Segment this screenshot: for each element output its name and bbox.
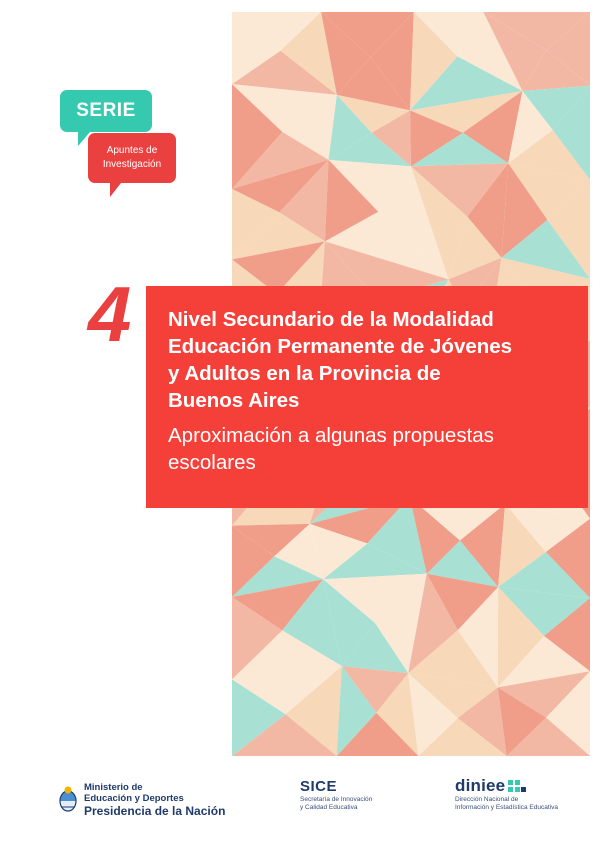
ministerio-line-1: Ministerio de — [84, 782, 143, 793]
apuntes-line-1: Apuntes de — [106, 145, 158, 156]
title-line-3: y Adultos en la Provincia de — [168, 362, 441, 385]
footer-logos — [0, 770, 600, 830]
title-line-4: Buenos Aires — [168, 389, 300, 412]
diniee-dots-icon — [508, 780, 526, 792]
diniee-logo — [455, 776, 558, 812]
sice-line-2: y Calidad Educativa — [300, 804, 358, 811]
subtitle-line-1: Aproximación a algunas propuestas — [168, 424, 494, 447]
issue-number: 4 — [88, 270, 132, 358]
sice-logo — [300, 778, 372, 812]
ministerio-line-3: Presidencia de la Nación — [84, 804, 226, 818]
sice-name: SICE — [300, 778, 338, 795]
sice-line-1: Secretaría de Innovación — [300, 796, 373, 803]
apuntes-line-2: Investigación — [102, 159, 162, 170]
ministerio-logo — [58, 782, 225, 818]
subtitle-line-2: escolares — [168, 451, 256, 474]
apuntes-badge — [88, 133, 176, 183]
cover-subtitle — [168, 422, 568, 476]
title-line-1: Nivel Secundario de la Modalidad — [168, 308, 494, 331]
ministerio-line-2: Educación y Deportes — [84, 793, 184, 804]
serie-label: SERIE — [76, 100, 136, 121]
diniee-line-2: Información y Estadística Educativa — [455, 804, 558, 811]
cover-title — [168, 306, 568, 414]
title-line-2: Educación Permanente de Jóvenes — [168, 335, 513, 358]
diniee-line-1: Dirección Nacional de — [455, 796, 519, 803]
coat-of-arms-icon — [58, 785, 78, 815]
title-box — [146, 286, 588, 508]
diniee-name: diniee — [455, 776, 506, 795]
serie-badge — [60, 90, 152, 132]
